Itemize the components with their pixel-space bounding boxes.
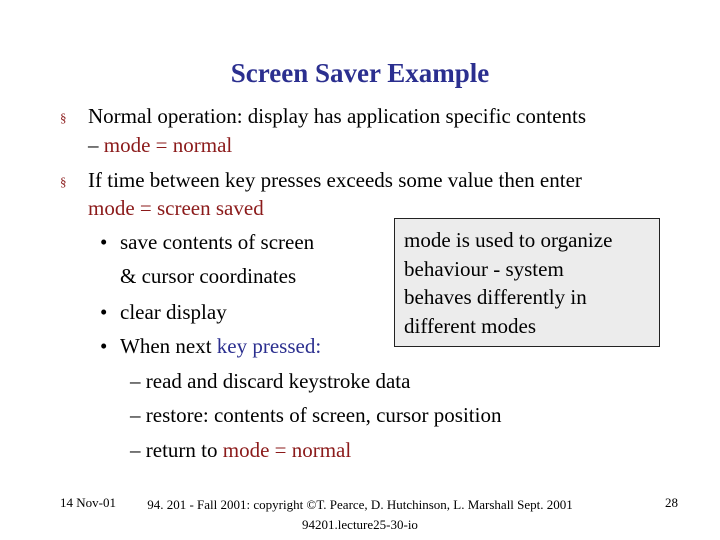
bullet-time-between-keys: If time between key presses exceeds some value then enter	[88, 168, 582, 192]
sub-bullet-icon: •	[100, 230, 108, 254]
return-prefix: – return to	[130, 438, 223, 462]
step-restore: – restore: contents of screen, cursor position	[130, 403, 502, 427]
footer-copyright-line: 94. 201 - Fall 2001: copyright ©T. Pearce, D. Hutchinson, L. Marshall Sept. 2001	[147, 497, 573, 512]
step-return	[130, 440, 351, 461]
sub-bullet-icon: •	[100, 334, 108, 358]
slide-title: Screen Saver Example	[230, 58, 490, 88]
key-pressed-text: key pressed:	[216, 334, 322, 358]
bullet-normal-operation: Normal operation: display has application specific contents	[88, 104, 587, 128]
mode-screen-saved-text: mode = screen saved	[88, 196, 264, 220]
sub-item-clear-display: clear display	[120, 300, 227, 324]
note-line: behaviour - system	[404, 256, 564, 281]
footer-date: 14 Nov-01	[60, 495, 116, 510]
return-mode-normal-text: mode = normal	[222, 438, 352, 462]
square-bullet-icon: §	[60, 174, 67, 189]
next-key-prefix: When next	[120, 334, 217, 358]
dash-marker: –	[88, 133, 104, 157]
sub-item-next-key	[120, 336, 321, 357]
square-bullet-icon: §	[60, 110, 67, 125]
note-line: mode is used to organize	[404, 228, 613, 252]
note-box	[394, 218, 660, 347]
note-line: different modes	[404, 313, 536, 338]
step-read-discard: – read and discard keystroke data	[130, 369, 411, 393]
footer-copyright	[140, 495, 580, 535]
note-line: behaves differently in	[404, 285, 587, 309]
sub-item-save-contents: save contents of screen	[120, 230, 315, 254]
footer-copyright-line: 94201.lecture25-30-io	[302, 517, 418, 532]
footer-page-number: 28	[665, 495, 678, 510]
bullet-normal-mode-line	[88, 135, 232, 156]
mode-normal-text: mode = normal	[103, 133, 233, 157]
sub-item-cursor-coordinates: & cursor coordinates	[120, 264, 297, 288]
sub-bullet-icon: •	[100, 300, 108, 324]
